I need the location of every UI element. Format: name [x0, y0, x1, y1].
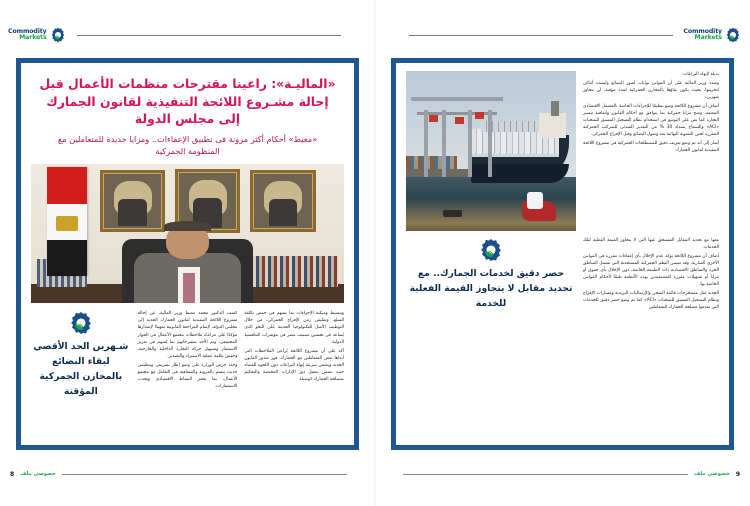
port-crane-icon [411, 84, 503, 177]
left-photo-column [406, 71, 576, 231]
paragraph: معها مع تحديد المقابل المستحق عنها التى لا يتجاوز القيمة الفعلية لتلك الخدمات. [583, 238, 719, 251]
tugboat-icon [522, 201, 556, 222]
right-article-frame [16, 58, 359, 450]
right-footer [10, 468, 347, 480]
paragraph: كشف الدكتور محمد معيط وزير المالية، عن إحالة مشروع اللائحة التنفيذية لقانون الجمارك الجديد إلى مجلس الدولة، لإتمام المراجعة القانونية تمهيدًا لإصدارها مؤكدًا على مراعاة ملاحظات مجتمع الأعمال فى الحوار المجتمعى، وتم الأخذ بمقترحاتهم بما يُسهم فى تعزيز الاستثمار وتسهيل حركة التجارة الداخلية والخارجية، وخفض تكلفة عملية الاستيراد والتصدير. [137, 311, 238, 359]
paragraph: وشدد وزير المالية على أن الموانئ بوابات لعبور البضائع وليست أماكن لتخزينها، بحيث يكون بقاؤها بالمخازن الجمركية لمدة مؤقتة، لن تتجاوز شهرين. [583, 81, 719, 101]
paragraph: الجديد مثل مستخرجات قائمة الشحن والإرساليات البريدية ومسارات الإفراج ونظام التسجيل المسبق للشحنات «ACI» كما تم وضع حصر دقيق للخدمات التى تقدمها مصلحة الجمارك للمتعاملين [583, 291, 719, 311]
brand-logo-text-right [8, 29, 47, 42]
gear-leaf-icon [478, 237, 504, 263]
paragraph: وجدد حرص الوزارة على وضع إطار تشريعى وتنظيمى حديث يتسم بالمرونة والشفافية فى التعامل مع مجتمع الأعمال، بما يحفز النشاط الاقتصادى ويجذب الاستثمارات. [137, 362, 238, 389]
finance-minister-portrait [31, 164, 344, 303]
paragraph: أكد على أن مشروع اللائحة يُراعى الملاحظات التى أبداها بعض المتعاملين مع الجمارك، فور صدور القانون الجديد ويضمن سرعة إنهاء النزاعات دون اللجوء للقضاء حيث تضمن تفعيل دور الإدارات المختصة والتحكيم بمصلحة الجمارك كوسيلة [244, 348, 344, 382]
container-port-photo [406, 71, 576, 231]
brand-line-1: Commodity [683, 27, 722, 35]
brand-line-2: Markets [19, 34, 47, 42]
paragraph: وتبسيط وميكنة الإجراءات بما يسهم فى خفض تكلفة السلع، وتقليص زمن الإفراج الجمركى، من خلال التوظيف الأمثل للتكنولوجيا الحديثة على النحو الذى يُساعد فى تحسين تصنيف مصر فى مؤشرات التنافسية الدولية. [244, 311, 344, 345]
gear-leaf-icon [68, 310, 94, 336]
right-pull-quote-text: شـهرين الحد الأقصي لبقاء البضائع بالمخازن الجمركية المؤقتة [33, 341, 129, 398]
footer-rule-right [62, 474, 347, 475]
left-text-column-2 [583, 71, 719, 156]
left-pull-quote-text: حصر دقيق لخدمات الجمارك.. مع تحديد مقابل لا يتجاوز القيمة الفعلية للخدمة [409, 268, 573, 309]
right-col2-body [138, 310, 238, 389]
masthead-rule-left [409, 35, 673, 36]
footer-brand-right: خصوصي ملف [20, 471, 56, 477]
right-col1-body [244, 310, 344, 382]
left-pull-quote [406, 237, 576, 312]
footer-rule-left [403, 474, 688, 475]
paragraph: أضاف أن مشروع اللائحة يؤكد عدم الإخلال بأى إعفاءات مقررة فى القوانين الأخرى السارية، وقد تضمن النظم الجمركية المستحدثة التى تشمل المناطق الحرة والمناطق الاقتصادية ذات الطبيعة الخاصة، دون الإخلال بأى حقوق أو مزايا أو تسهيلات مقررة للمستفيدين بهذه الأنظمة طبقًا لأحكام القوانين الخاصة بها. [583, 254, 719, 288]
page-number-right: 8 [10, 470, 15, 478]
page-number-left: 9 [735, 470, 740, 478]
egypt-flag-icon [47, 167, 88, 275]
brand-logo-right [8, 26, 67, 44]
article-subheadline: «معيط» أحكام أكثر مرونة فى تطبيق الإعفاءات.. ومزايا جديدة للمتعاملين مع المنظومة الجمركية [57, 133, 318, 157]
masthead-rule-right [77, 35, 341, 36]
right-pullquote-column [31, 310, 131, 400]
paragraph: بديلة لإنهاء النزاعات. [681, 72, 719, 77]
left-article-frame [391, 58, 734, 450]
brand-logo-left [683, 26, 742, 44]
spread-gutter [374, 0, 376, 506]
paragraph: أشار إلى أنه تم وضع تعريف دقيق للمصطلحات الجمركية فى مشروع اللائحة التنفيذية لقانون الجمارك [583, 141, 719, 154]
right-text-column-1 [244, 310, 344, 384]
footer-brand-left: خصوصي ملف [694, 471, 730, 477]
left-col1-body [583, 237, 719, 311]
brand-line-2: Markets [694, 34, 722, 42]
left-footer [403, 468, 740, 480]
left-col2-body [583, 71, 719, 154]
brand-logo-text-left [683, 29, 722, 42]
left-pullquote-column [406, 237, 576, 312]
right-pull-quote [31, 310, 131, 400]
right-text-column-2 [138, 310, 238, 391]
gear-leaf-logo-icon [49, 26, 67, 44]
left-page [375, 0, 750, 506]
left-text-column-1 [583, 237, 719, 313]
paragraph: أضاف أن مشروع اللائحة وضع تنظيمًا للإجراءات الخاصة بالمشغل الاقتصادى المعتمد، ومنح مزايا جمركية بما يتوافق مع أحكام القانون واتفاقية تيسير التجارة كما نص على التوسع فى استخدام نظام التسجيل المسبق للشحنات «ACI» والسماح بسداد 30 % من التقدير المبدئى للضرائب الجمركية المقررة لحين التسوية النهائية بعد وصول البضائع وقبل الإفراج الجمركى. [583, 104, 719, 138]
left-masthead [403, 24, 742, 46]
article-headline: «الماليـة»: راعينا مقترحات منظمات الأعمال قبل إحالة مشـروع اللائحة التنفيذية لقانون الجمارك إلى مجلس الدولة [39, 76, 336, 127]
gear-leaf-logo-icon [724, 26, 742, 44]
brand-line-1: Commodity [8, 27, 47, 35]
right-masthead [8, 24, 347, 46]
